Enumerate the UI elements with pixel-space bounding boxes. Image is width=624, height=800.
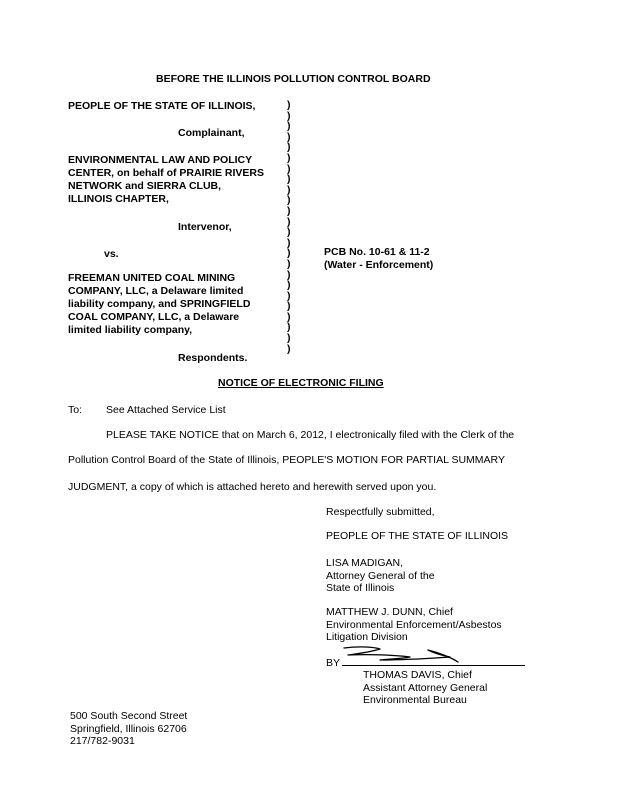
signature-scrawl — [340, 638, 470, 668]
by-label: BY — [326, 657, 341, 669]
ag-line: State of Illinois — [326, 582, 395, 594]
respectfully-submitted: Respectfully submitted, — [326, 506, 435, 518]
intervenor-block — [68, 154, 264, 206]
paren: ) — [287, 300, 291, 313]
intervenor-line: ENVIRONMENTAL LAW AND POLICY — [68, 154, 253, 166]
attorney-general-block — [326, 557, 435, 595]
paren: ) — [287, 268, 291, 281]
ag-line: Attorney General of the — [326, 569, 435, 582]
paren: ) — [287, 141, 291, 154]
respondent-role: Respondents. — [178, 352, 248, 364]
signer-block — [363, 669, 487, 707]
caption-parentheses — [287, 100, 297, 354]
respondent-line: COAL COMPANY, LLC, a Delaware — [68, 311, 240, 323]
paren: ) — [287, 279, 291, 292]
paren: ) — [287, 226, 291, 239]
paren: ) — [287, 332, 291, 345]
signer-line: Assistant Attorney General — [363, 681, 488, 694]
plaintiff-role: Complainant, — [178, 127, 245, 139]
document-title: BEFORE THE ILLINOIS POLLUTION CONTROL BOARD — [156, 73, 431, 85]
signature-line — [342, 665, 525, 666]
paren: ) — [287, 183, 291, 196]
intervenor-line: NETWORK and SIERRA CLUB, — [68, 180, 222, 192]
intervenor-line: ILLINOIS CHAPTER, — [68, 193, 169, 205]
chief-line: Environmental Enforcement/Asbestos — [326, 618, 502, 631]
to-value: See Attached Service List — [106, 404, 226, 416]
notice-title: NOTICE OF ELECTRONIC FILING — [218, 377, 384, 389]
address-line: 500 South Second Street — [70, 710, 188, 722]
paren: ) — [287, 99, 291, 111]
ag-line: LISA MADIGAN, — [326, 557, 404, 569]
paren: ) — [287, 194, 291, 207]
paren: ) — [287, 120, 291, 133]
signer-line: THOMAS DAVIS, Chief — [363, 669, 472, 681]
case-number-block — [324, 246, 433, 272]
respondent-block — [68, 272, 250, 337]
paren: ) — [287, 162, 291, 175]
intervenor-line: CENTER, on behalf of PRAIRIE RIVERS — [68, 167, 265, 179]
body-line: Pollution Control Board of the State of Illinois, PEOPLE'S MOTION FOR PARTIAL SUMMARY — [68, 454, 505, 466]
paren: ) — [287, 257, 291, 270]
paren: ) — [287, 342, 291, 355]
case-number: PCB No. 10-61 & 11-2 — [324, 246, 430, 258]
paren: ) — [287, 289, 291, 302]
address-line: Springfield, Illinois 62706 — [70, 722, 187, 735]
paren: ) — [287, 310, 291, 323]
address-block — [70, 710, 187, 748]
respondent-line: COMPANY, LLC, a Delaware limited — [68, 285, 244, 297]
plaintiff-name: PEOPLE OF THE STATE OF ILLINOIS, — [68, 100, 256, 112]
respondent-line: liability company, and SPRINGFIELD — [68, 298, 251, 310]
paren: ) — [287, 215, 291, 228]
signer-line: Environmental Bureau — [363, 694, 467, 706]
paren: ) — [287, 151, 291, 164]
respondent-line: FREEMAN UNITED COAL MINING — [68, 272, 236, 284]
paren: ) — [287, 204, 291, 217]
versus: vs. — [104, 248, 119, 260]
paren: ) — [287, 321, 291, 334]
respondent-line: limited liability company, — [68, 324, 193, 336]
paren: ) — [287, 130, 291, 143]
case-type: (Water - Enforcement) — [324, 259, 434, 271]
body-line: PLEASE TAKE NOTICE that on March 6, 2012, I electronically filed with the Clerk of the — [106, 429, 515, 441]
paren: ) — [287, 173, 291, 186]
chief-line: Litigation Division — [326, 631, 408, 643]
party-name: PEOPLE OF THE STATE OF ILLINOIS — [326, 530, 509, 542]
intervenor-role: Intervenor, — [178, 221, 232, 233]
paren: ) — [287, 236, 291, 249]
to-label: To: — [68, 404, 83, 416]
body-line: JUDGMENT, a copy of which is attached hereto and herewith served upon you. — [68, 481, 437, 493]
paren: ) — [287, 247, 291, 260]
address-line: 217/782-9031 — [70, 735, 135, 747]
chief-line: MATTHEW J. DUNN, Chief — [326, 606, 453, 618]
paren: ) — [287, 109, 291, 122]
